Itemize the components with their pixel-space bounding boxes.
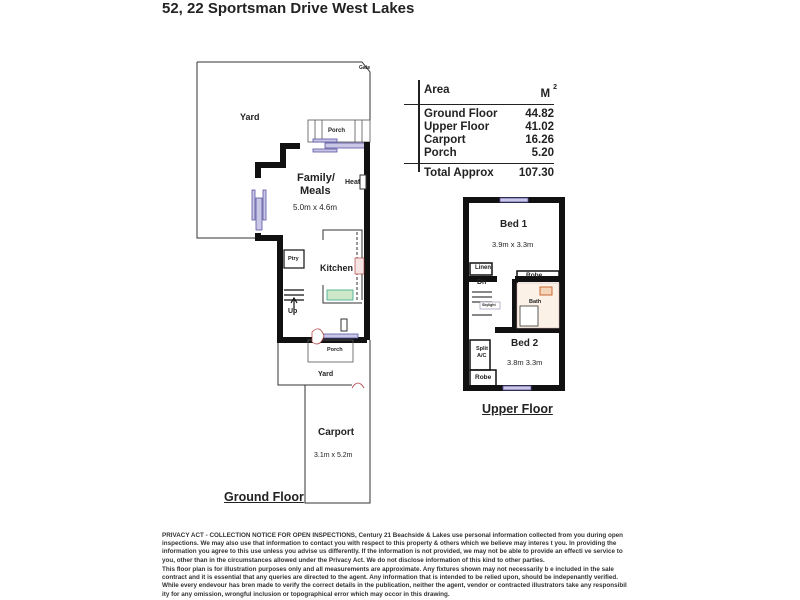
area-table <box>404 84 557 180</box>
window-lower-kitchen <box>341 319 347 331</box>
table-divider <box>418 80 420 172</box>
label-robe-1: Robe <box>526 272 543 279</box>
label-pantry: Ptry <box>288 256 299 262</box>
label-meals: Meals <box>300 185 331 197</box>
window-left <box>252 190 266 230</box>
label-bed2-dims: 3.8m 3.3m <box>507 358 543 367</box>
label-bed2: Bed 2 <box>511 338 539 349</box>
ground-floor-title: Ground Floor <box>224 490 304 504</box>
area-row-carport: Carport 16.26 <box>424 133 554 146</box>
label-family: Family/ <box>297 172 335 184</box>
label-carport-dims: 3.1m x 5.2m <box>314 452 353 459</box>
label-split-ac-1: Split <box>476 346 488 352</box>
label-split-ac-2: A/C <box>477 353 487 359</box>
sliding-door-top <box>313 139 367 152</box>
label-bed1-dims: 3.9m x 3.3m <box>492 240 534 249</box>
privacy-notice: PRIVACY ACT - COLLECTION NOTICE FOR OPEN INSPECTIONS, Century 21 Beachside & Lakes use personal information collected from you during open inspections. We may also use that information to contact you with respect to this property & others which we believe may interes t you. In providing the information you agree to this use unless you advise us differently. If the information is not provided, we may not be able to provide an effecti ve service to you, other than in the circumstances allowed under the Privacy Act. We do not disclose information of this kind to other parties. <box>162 532 624 564</box>
label-family-dims: 5.0m x 4.6m <box>293 203 338 212</box>
label-linen: Linen <box>475 265 491 271</box>
label-robe-2: Robe <box>475 374 492 381</box>
page-title: 52, 22 Sportsman Drive West Lakes <box>162 0 415 17</box>
area-row-upper-floor: Upper Floor 41.02 <box>424 120 554 133</box>
label-skylight: Skylight <box>482 303 496 307</box>
door-swing-yard <box>352 383 364 388</box>
area-table-header: Area $M^2$ <box>404 84 554 105</box>
label-porch-top: Porch <box>328 128 346 134</box>
toilet <box>540 287 552 295</box>
label-yard-top: Yard <box>240 112 260 122</box>
label-bath: Bath <box>529 299 542 305</box>
label-dn: Dn <box>477 279 487 286</box>
label-porch-bottom: Porch <box>327 347 343 353</box>
label-gate: Gate <box>359 65 371 71</box>
area-row-total: Total Approx 107.30 <box>404 163 554 180</box>
area-row-ground-floor: Ground Floor 44.82 <box>424 107 554 120</box>
label-kitchen: Kitchen <box>320 263 354 273</box>
label-carport: Carport <box>318 427 355 438</box>
label-heat: Heat <box>345 179 361 186</box>
disclaimer: This floor plan is for illustration purposes only and all measurements are approximate. Any fixtures shown may not necessarily b e included in the sale contract and it is essential that any queries are directed to the agent. Any information that is intended to be relied upon, should be indepenantly verified. While every endevour has bren made to verify the correct details in the publication, neither the agent, vendor or contracted illustrators take any responsibil ity for any omission, wrongful inclusion or topographical error which may occor in this drawing. <box>162 566 627 598</box>
sink <box>327 290 353 300</box>
label-up: Up <box>288 308 298 315</box>
label-yard-bottom: Yard <box>318 371 334 378</box>
shower <box>520 306 538 326</box>
upper-floor-title: Upper Floor <box>482 402 553 416</box>
label-bed1: Bed 1 <box>500 219 528 230</box>
area-row-porch: Porch 5.20 <box>424 146 554 159</box>
heater <box>360 175 366 189</box>
cooktop <box>355 258 364 274</box>
